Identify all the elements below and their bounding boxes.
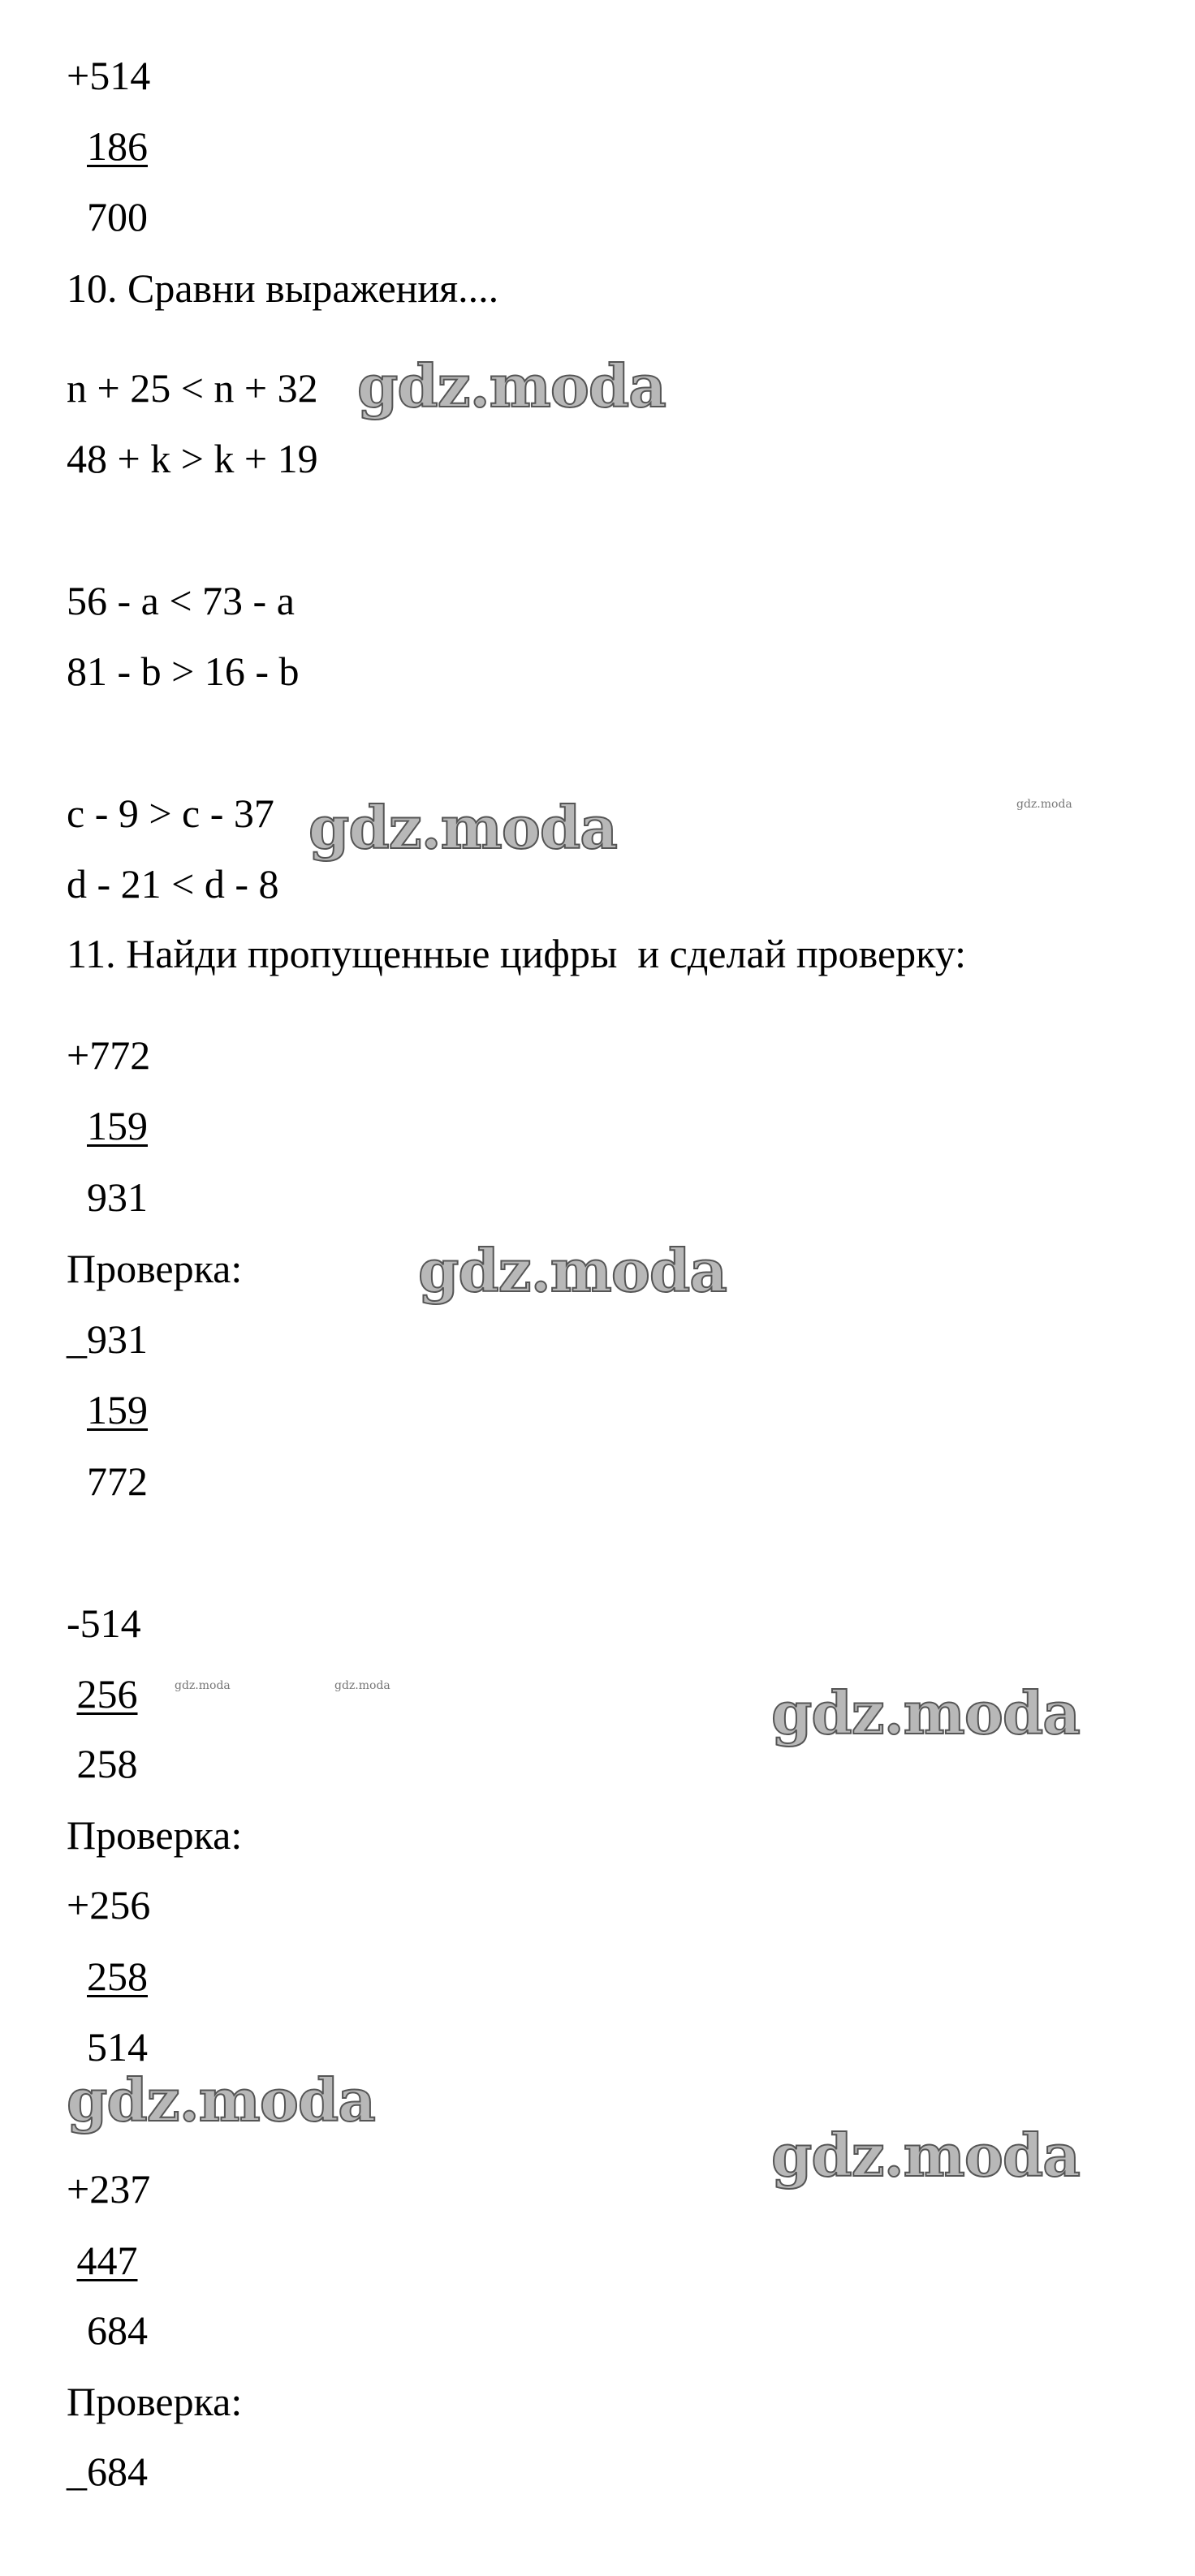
result-number: 258 xyxy=(76,1741,138,1786)
result-number: 931 xyxy=(87,1174,148,1220)
doc-line-10: d - 21 < d - 8 xyxy=(67,861,279,907)
doc-line-24 xyxy=(67,1956,148,1997)
doc-line-26: +237 xyxy=(67,2166,151,2212)
watermark: gdz.moda xyxy=(771,2121,1080,2190)
watermark-small: gdz.moda xyxy=(175,1679,231,1692)
doc-line-16: _931 xyxy=(67,1316,148,1362)
doc-line-3 xyxy=(67,196,148,237)
doc-line-12: +772 xyxy=(67,1032,151,1078)
doc-line-18 xyxy=(67,1458,148,1504)
check-label: Проверка: xyxy=(67,1812,243,1858)
watermark: gdz.moda xyxy=(308,793,617,862)
watermark-small: gdz.moda xyxy=(334,1679,390,1692)
doc-line-6: 48 + k > k + 19 xyxy=(67,436,318,481)
watermark: gdz.moda xyxy=(67,2066,375,2134)
doc-line-27 xyxy=(67,2240,138,2281)
underlined-number: 256 xyxy=(76,1671,138,1717)
doc-line-1: +514 xyxy=(67,53,151,98)
task-10-heading: 10. Сравни выражения.... xyxy=(67,265,499,311)
underlined-number: 186 xyxy=(87,123,148,169)
doc-line-20 xyxy=(67,1671,138,1717)
check-label: Проверка: xyxy=(67,1246,243,1291)
result-number: 514 xyxy=(87,2024,148,2070)
underlined-number: 258 xyxy=(87,1954,148,1999)
doc-line-2 xyxy=(67,123,148,169)
doc-line-7: 56 - a < 73 - a xyxy=(67,578,295,623)
watermark-small: gdz.moda xyxy=(1016,798,1072,811)
underlined-number: 447 xyxy=(76,2238,138,2283)
result-number: 700 xyxy=(87,194,148,239)
result-number: 772 xyxy=(87,1458,148,1504)
watermark: gdz.moda xyxy=(418,1236,727,1305)
doc-line-8: 81 - b > 16 - b xyxy=(67,648,300,694)
doc-line-17 xyxy=(67,1389,148,1430)
doc-line-23: +256 xyxy=(67,1882,151,1928)
watermark: gdz.moda xyxy=(357,351,666,420)
doc-line-5: n + 25 < n + 32 xyxy=(67,365,318,411)
doc-line-28 xyxy=(67,2307,148,2353)
result-number: 684 xyxy=(87,2307,148,2353)
doc-line-13 xyxy=(67,1105,148,1146)
underlined-number: 159 xyxy=(87,1387,148,1432)
doc-line-14 xyxy=(67,1174,148,1220)
watermark: gdz.moda xyxy=(771,1678,1080,1747)
check-label: Проверка: xyxy=(67,2379,243,2424)
task-11-heading: 11. Найди пропущенные цифры и сделай проверку: xyxy=(67,931,966,976)
doc-line-30: _684 xyxy=(67,2449,148,2494)
doc-line-19: -514 xyxy=(67,1600,141,1646)
doc-line-25 xyxy=(67,2024,148,2070)
doc-line-21 xyxy=(67,1743,138,1784)
underlined-number: 159 xyxy=(87,1103,148,1148)
doc-line-9: c - 9 > c - 37 xyxy=(67,790,274,836)
